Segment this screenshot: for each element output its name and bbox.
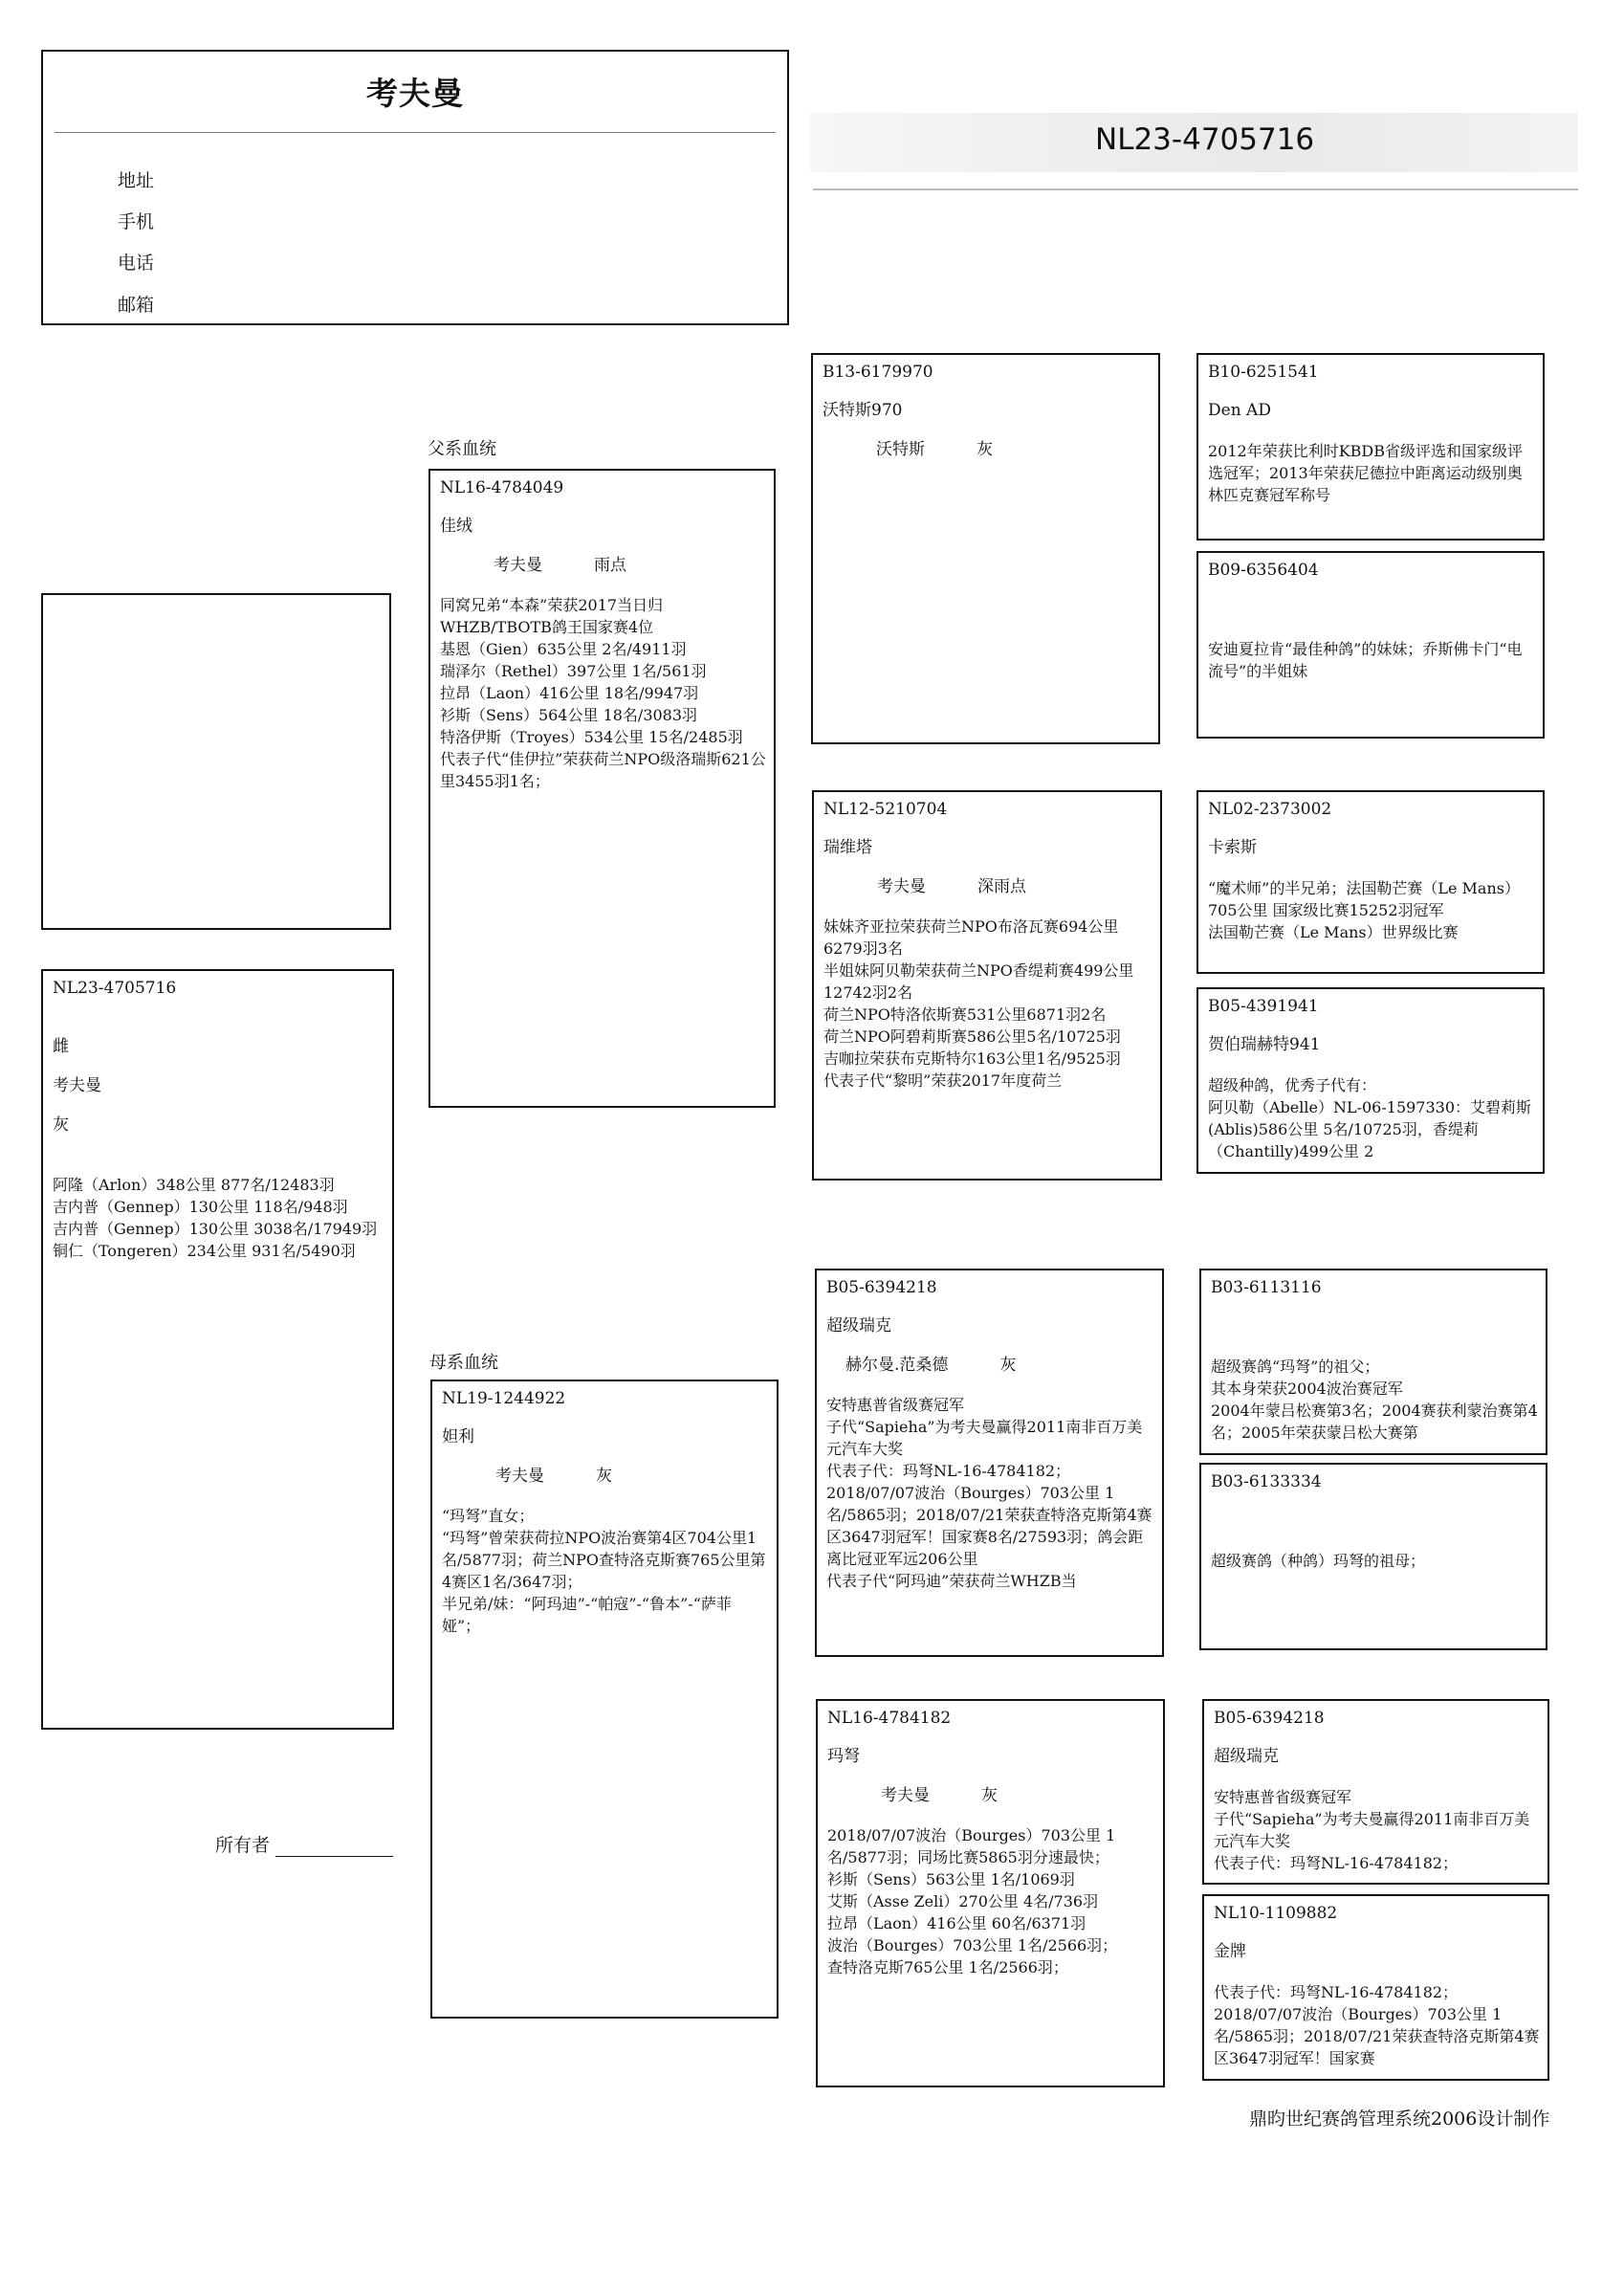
- color: 灰: [596, 1467, 613, 1486]
- note-line: 代表子代：玛弩NL-16-4784182；: [826, 1462, 1071, 1480]
- notes: [1208, 877, 1535, 943]
- note-line: 拉昂（Laon）416公里 60名/6371羽: [827, 1914, 1086, 1932]
- bird-name: 玛弩: [827, 1747, 860, 1766]
- note-line: 安特惠普省级赛冠军: [826, 1396, 965, 1414]
- note-line: 2012年荣获比利时KBDB省级评选和国家级评选冠军；2013年荣获尼德拉中距离运动级别奥林匹克赛冠军称号: [1208, 442, 1524, 504]
- note-line: 子代“Sapieha”为考夫曼赢得2011南非百万美元汽车大奖: [826, 1418, 1143, 1458]
- software-credit: 鼎昀世纪赛鸽管理系统2006设计制作: [1249, 2108, 1550, 2130]
- ring-number: B10-6251541: [1208, 363, 1319, 382]
- dam-dam-sire-card: [1202, 1699, 1549, 1885]
- note-line: 吉咖拉荣获布克斯特尔163公里1名/9525羽: [823, 1049, 1121, 1068]
- ring-number: NL02-2373002: [1208, 800, 1332, 819]
- breeder: 赫尔曼.范桑德: [845, 1356, 949, 1375]
- sire-sire-card: [811, 353, 1160, 744]
- sire-card: [428, 469, 776, 1108]
- notes: [826, 1394, 1154, 1592]
- owner-label: 所有者: [215, 1835, 271, 1856]
- ring-number: NL23-4705716: [53, 979, 177, 998]
- note-line: 代表子代：玛弩NL-16-4784182；: [1214, 1854, 1459, 1872]
- note-line: 超级赛鸽（种鸽）玛弩的祖母；: [1211, 1552, 1426, 1570]
- note-line: “玛弩”直女；: [442, 1507, 535, 1525]
- ring-number: B09-6356404: [1208, 561, 1319, 580]
- ring-number: B03-6113116: [1211, 1278, 1322, 1297]
- note-line: 衫斯（Sens）564公里 18名/3083羽: [440, 706, 698, 724]
- dam-dam-dam-card: [1202, 1894, 1549, 2081]
- note-line: 2018/07/07波治（Bourges）703公里 1名/5877羽；同场比赛5865羽分速最快；: [827, 1826, 1116, 1866]
- note-line: 2018/07/07波治（Bourges）703公里 1名/5865羽；2018/07/21荣获查特洛克斯第4赛区3647羽冠军！国家赛8名/27593羽；鸽会距离比冠亚军远206公里: [826, 1484, 1152, 1568]
- notes: [440, 594, 766, 792]
- notes: [1214, 1786, 1540, 1874]
- ring-number: B05-4391941: [1208, 997, 1319, 1016]
- header-divider: [55, 132, 776, 133]
- breeder: 考夫曼: [877, 877, 926, 896]
- notes: [1211, 1356, 1538, 1444]
- bird-name: 妲利: [442, 1427, 474, 1446]
- note-line: 子代“Sapieha”为考夫曼赢得2011南非百万美元汽车大奖: [1214, 1810, 1530, 1850]
- note-line: 荷兰NPO阿碧莉斯赛586公里5名/10725羽: [823, 1027, 1121, 1046]
- note-line: 吉内普（Gennep）130公里 118名/948羽: [53, 1198, 348, 1216]
- ring-number: NL12-5210704: [823, 800, 948, 819]
- notes: [1208, 1074, 1535, 1162]
- note-line: 荷兰NPO特洛依斯赛531公里6871羽2名: [823, 1005, 1107, 1024]
- main-ring-number: NL23-4705716: [1095, 122, 1315, 157]
- note-line: 代表子代：玛弩NL-16-4784182；: [1214, 1983, 1459, 2001]
- dam-sire-card: [815, 1269, 1164, 1657]
- breeder: 考夫曼: [495, 1467, 544, 1486]
- note-line: 安特惠普省级赛冠军: [1214, 1788, 1352, 1806]
- ring-number: B03-6133334: [1211, 1472, 1322, 1491]
- breeder-color: [823, 877, 1152, 897]
- breeder-color: [442, 1467, 769, 1487]
- ring-number: B13-6179970: [823, 363, 933, 382]
- note-line: 艾斯（Asse Zeli）270公里 4名/736羽: [827, 1892, 1099, 1910]
- note-line: “玛弩”曾荣获荷拉NPO波治赛第4区704公里1名/5877羽；荷兰NPO查特洛克斯赛765公里第4赛区1名/3647羽；: [442, 1529, 766, 1591]
- dam-sire-sire-card: [1199, 1269, 1547, 1455]
- bird-name: 超级瑞克: [1214, 1747, 1279, 1766]
- photo-placeholder: [41, 593, 391, 930]
- bird-name: [1211, 1511, 1538, 1531]
- owner-signature-field: [215, 1831, 393, 1857]
- bird-name: Den AD: [1208, 401, 1271, 420]
- sire-line-label: 父系血统: [428, 439, 496, 459]
- note-line: 衫斯（Sens）563公里 1名/1069羽: [827, 1870, 1075, 1888]
- breeder: 沃特斯: [876, 440, 925, 459]
- note-line: 阿贝勒（Abelle）NL-06-1597330：艾碧莉斯(Ablis)586公里 5名/10725羽，香缇莉（Chantilly)499公里 2: [1208, 1098, 1532, 1160]
- note-line: 查特洛克斯765公里 1名/2566羽；: [827, 1958, 1068, 1976]
- ring-number: NL16-4784049: [440, 478, 564, 497]
- note-line: 基恩（Gien）635公里 2名/4911羽: [440, 640, 687, 658]
- note-line: 2018/07/07波治（Bourges）703公里 1名/5865羽；2018/07/21荣获查特洛克斯第4赛区3647羽冠军！国家赛: [1214, 2005, 1540, 2067]
- bird-name: 沃特斯970: [823, 401, 903, 420]
- sex: 雌: [53, 1037, 69, 1056]
- note-line: “魔术师”的半兄弟；法国勒芒赛（Le Mans）705公里 国家级比赛15252羽冠军: [1208, 879, 1520, 919]
- dam-sire-dam-card: [1199, 1463, 1547, 1650]
- dam-line-label: 母系血统: [429, 1353, 498, 1373]
- dam-card: [430, 1380, 779, 2019]
- breeder-color: [826, 1356, 1154, 1376]
- email-label: 邮箱: [118, 295, 155, 316]
- notes: [1214, 1981, 1540, 2069]
- color: 灰: [999, 1356, 1017, 1375]
- notes: [827, 1824, 1155, 1978]
- bird-name: 超级瑞克: [826, 1316, 891, 1336]
- note-line: 其本身荣获2004波治赛冠军: [1211, 1380, 1403, 1398]
- note-line: 特洛伊斯（Troyes）534公里 15名/2485羽: [440, 728, 743, 746]
- note-line: 铜仁（Tongeren）234公里 931名/5490羽: [53, 1242, 356, 1260]
- note-line: 超级种鸽，优秀子代有：: [1208, 1076, 1377, 1094]
- breeder: 考夫曼: [494, 556, 542, 575]
- sire-dam-sire-card: [1196, 790, 1545, 974]
- note-line: 代表子代“佳伊拉”荣获荷兰NPO级洛瑞斯621公里3455羽1名；: [440, 750, 766, 790]
- bird-name: 佳绒: [440, 517, 472, 536]
- owner-header-card: [41, 50, 789, 325]
- notes: [53, 1174, 384, 1262]
- signature-line: [275, 1839, 393, 1857]
- phone-label: 电话: [118, 253, 155, 274]
- color: 雨点: [594, 556, 627, 575]
- note-line: 超级赛鸽“玛弩”的祖父；: [1211, 1358, 1380, 1376]
- sire-dam-card: [812, 790, 1162, 1181]
- bird-name: 瑞维塔: [823, 838, 872, 857]
- color: 灰: [981, 1786, 999, 1805]
- loft-title: 考夫曼: [366, 75, 464, 112]
- dam-dam-card: [816, 1699, 1165, 2087]
- breeder: 考夫曼: [53, 1076, 101, 1095]
- note-line: 波治（Bourges）703公里 1名/2566羽；: [827, 1936, 1118, 1954]
- note-line: 瑞泽尔（Rethel）397公里 1名/561羽: [440, 662, 707, 680]
- notes: [823, 916, 1152, 1092]
- ring-number: NL19-1244922: [442, 1389, 566, 1408]
- note-line: 安迪夏拉肯“最佳种鸽”的妹妹；乔斯佛卡门“电流号”的半姐妹: [1208, 640, 1523, 680]
- notes: [1211, 1550, 1538, 1572]
- sire-dam-dam-card: [1196, 987, 1545, 1174]
- note-line: 代表子代“黎明”荣获2017年度荷兰: [823, 1071, 1063, 1090]
- note-line: 妹妹齐亚拉荣获荷兰NPO布洛瓦赛694公里6279羽3名: [823, 917, 1119, 958]
- breeder-color: [827, 1786, 1155, 1806]
- color: 深雨点: [977, 877, 1027, 896]
- mobile-label: 手机: [118, 211, 155, 232]
- note-line: 拉昂（Laon）416公里 18名/9947羽: [440, 684, 699, 702]
- sire-sire-dam-card: [1196, 551, 1545, 739]
- breeder-color: [823, 440, 1151, 460]
- subject-bird-card: [41, 969, 394, 1730]
- banner-rule: [813, 188, 1578, 190]
- sire-sire-sire-card: [1196, 353, 1545, 541]
- notes: [1208, 638, 1535, 682]
- bird-name: [1208, 599, 1535, 619]
- note-line: 半兄弟/妹：“阿玛迪”-“帕寇”-“鲁本”-“萨菲娅”；: [442, 1595, 732, 1635]
- note-line: 半姐妹阿贝勒荣获荷兰NPO香缇莉赛499公里12742羽2名: [823, 961, 1134, 1002]
- ring-number: B05-6394218: [1214, 1709, 1325, 1728]
- ring-number: B05-6394218: [826, 1278, 937, 1297]
- address-label: 地址: [118, 170, 155, 191]
- breeder-color: [440, 556, 766, 576]
- color: 灰: [53, 1115, 69, 1135]
- notes: [1208, 440, 1535, 506]
- bird-name: 贺伯瑞赫特941: [1208, 1035, 1321, 1054]
- ring-number: NL16-4784182: [827, 1709, 952, 1728]
- notes: [442, 1505, 769, 1637]
- note-line: 代表子代“阿玛迪”荣获荷兰WHZB当: [826, 1572, 1077, 1590]
- note-line: 同窝兄弟“本森”荣获2017当日归WHZB/TBOTB鸽王国家赛4位: [440, 596, 664, 636]
- bird-name: [1211, 1316, 1538, 1336]
- note-line: 2004年蒙吕松赛第3名；2004赛获利蒙治赛第4名；2005年荣获蒙吕松大赛第: [1211, 1402, 1538, 1442]
- note-line: 吉内普（Gennep）130公里 3038名/17949羽: [53, 1220, 378, 1238]
- ring-number: NL10-1109882: [1214, 1904, 1338, 1923]
- breeder: 考夫曼: [881, 1786, 930, 1805]
- bird-name: 金牌: [1214, 1942, 1246, 1961]
- color: 灰: [977, 440, 994, 459]
- bird-name: 卡索斯: [1208, 838, 1257, 857]
- note-line: 阿隆（Arlon）348公里 877名/12483羽: [53, 1176, 335, 1194]
- note-line: 法国勒芒赛（Le Mans）世界级比赛: [1208, 923, 1459, 941]
